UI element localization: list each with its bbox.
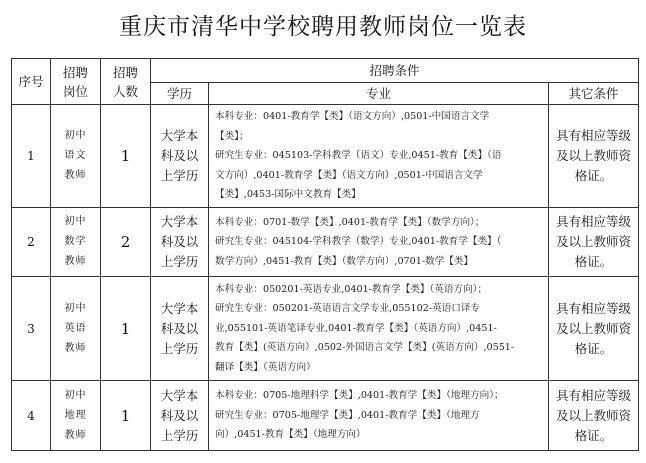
major-line: 研究生专业：0705-地理学【类】,0401-教育学【类】（地理方 [215, 409, 480, 421]
other-line: 及以上教师资 [556, 234, 632, 249]
other-line: 及以上教师资 [556, 320, 632, 336]
other-line: 具有相应等级 [556, 387, 632, 403]
education-line: 大学本 [160, 300, 199, 316]
row-no: 1 [12, 105, 51, 208]
other-line: 及以上教师资 [556, 148, 632, 163]
row-education [151, 277, 209, 381]
position-line: 语文 [64, 150, 87, 161]
row-education [151, 105, 209, 208]
major-line: 【类】； [215, 130, 249, 142]
education-line: 大学本 [160, 128, 199, 143]
row-no: 3 [12, 277, 51, 381]
major-line: 业,055101-英语笔译专业,0401-教育学【类】（英语方向）,0451- [215, 322, 497, 334]
position-line: 教师 [64, 256, 87, 267]
header-other: 其它条件 [549, 83, 639, 105]
other-line: 具有相应等级 [556, 300, 632, 316]
position-line: 初中 [64, 302, 87, 314]
header-major: 专业 [209, 83, 549, 105]
table-row [12, 105, 639, 208]
row-other [549, 105, 639, 208]
position-line: 初中 [64, 130, 87, 141]
header-position-line1: 招聘 [62, 64, 88, 80]
major-line: 【类】,0453-国际中文教育【类】 [215, 189, 361, 201]
major-line: 本科专业：0401-教育学【类】（语文方向）,0501-中国语言文学 [215, 111, 490, 123]
header-education: 学历 [151, 83, 209, 105]
education-line: 科及以 [160, 234, 199, 249]
row-position [51, 277, 101, 381]
row-other [549, 381, 639, 451]
major-line: 向）,0451-教育【类】（地理方向） [215, 429, 366, 441]
position-line: 数学 [64, 236, 87, 247]
major-line: 研究生专业：045104-学科教学（数学）专业,0401-教育学【类】（ [215, 236, 502, 248]
recruitment-table [11, 58, 639, 451]
other-line: 具有相应等级 [556, 128, 632, 143]
education-line: 科及以 [160, 320, 199, 336]
education-line: 科及以 [160, 148, 199, 163]
other-line: 格证。 [574, 427, 613, 443]
education-line: 上学历 [160, 340, 199, 356]
position-line: 教师 [64, 170, 87, 181]
major-line: 本科专业：0701-数学【类】,0401-教育学【类】（数学方向）； [215, 216, 485, 228]
header-count [101, 59, 151, 105]
row-no: 2 [12, 208, 51, 277]
row-position [51, 105, 101, 208]
table-row [12, 277, 639, 381]
row-education [151, 208, 209, 277]
position-line: 地理 [64, 409, 87, 421]
education-line: 大学本 [160, 214, 199, 229]
row-education [151, 381, 209, 451]
education-line: 大学本 [160, 387, 199, 403]
row-no: 4 [12, 381, 51, 451]
major-line: 数学方向）,0451-教育【类】（数学方向）,0701-数学【类】 [215, 255, 474, 267]
education-line: 上学历 [160, 427, 199, 443]
row-count: 2 [101, 208, 151, 277]
row-other [549, 277, 639, 381]
row-count: 1 [101, 105, 151, 208]
row-count: 1 [101, 277, 151, 381]
position-line: 初中 [64, 389, 87, 401]
row-major [209, 277, 549, 381]
other-line: 格证。 [574, 254, 613, 269]
position-line: 教师 [64, 342, 87, 354]
education-line: 上学历 [160, 168, 199, 183]
position-line: 教师 [64, 429, 87, 441]
row-major [209, 105, 549, 208]
other-line: 具有相应等级 [556, 214, 632, 229]
header-conditions: 招聘条件 [151, 59, 639, 83]
row-other [549, 208, 639, 277]
header-count-line1: 招聘 [112, 64, 138, 80]
row-major [209, 208, 549, 277]
major-line: 文方向）,0401-教育学【类】（语文方向）,0501-中国语言文学 [215, 169, 483, 181]
position-line: 英语 [64, 322, 87, 334]
major-line: 本科专业：0705-地理科学【类】,0401-教育学【类】（地理方向）； [215, 390, 504, 402]
major-line: 教育【类】(英语方向）,0502-外国语言文学【类】(英语方向）,0551- [215, 342, 515, 354]
header-position-line2: 岗位 [62, 83, 88, 99]
table-row [12, 208, 639, 277]
header-count-line2: 人数 [112, 83, 138, 99]
other-line: 及以上教师资 [556, 407, 632, 423]
header-no: 序号 [12, 59, 51, 105]
position-line: 初中 [64, 216, 87, 227]
row-position [51, 381, 101, 451]
major-line: 研究生专业：045103-学科教学（语文）专业,0451-教育【类】（语 [215, 150, 502, 162]
table-row [12, 381, 639, 451]
row-position [51, 208, 101, 277]
page-title: 重庆市清华中学校聘用教师岗位一览表 [119, 14, 527, 40]
major-line: 翻译【类】（英语方向） [215, 361, 316, 373]
other-line: 格证。 [574, 168, 613, 183]
education-line: 科及以 [160, 407, 199, 423]
major-line: 本科专业：050201-英语专业,0401-教育学【类】（英语方向）； [215, 283, 488, 295]
row-count: 1 [101, 381, 151, 451]
education-line: 上学历 [160, 254, 199, 269]
major-line: 研究生专业：050201-英语语言文学专业,055102-英语口译专 [215, 303, 481, 315]
header-position [51, 59, 101, 105]
other-line: 格证。 [574, 340, 613, 356]
row-major [209, 381, 549, 451]
